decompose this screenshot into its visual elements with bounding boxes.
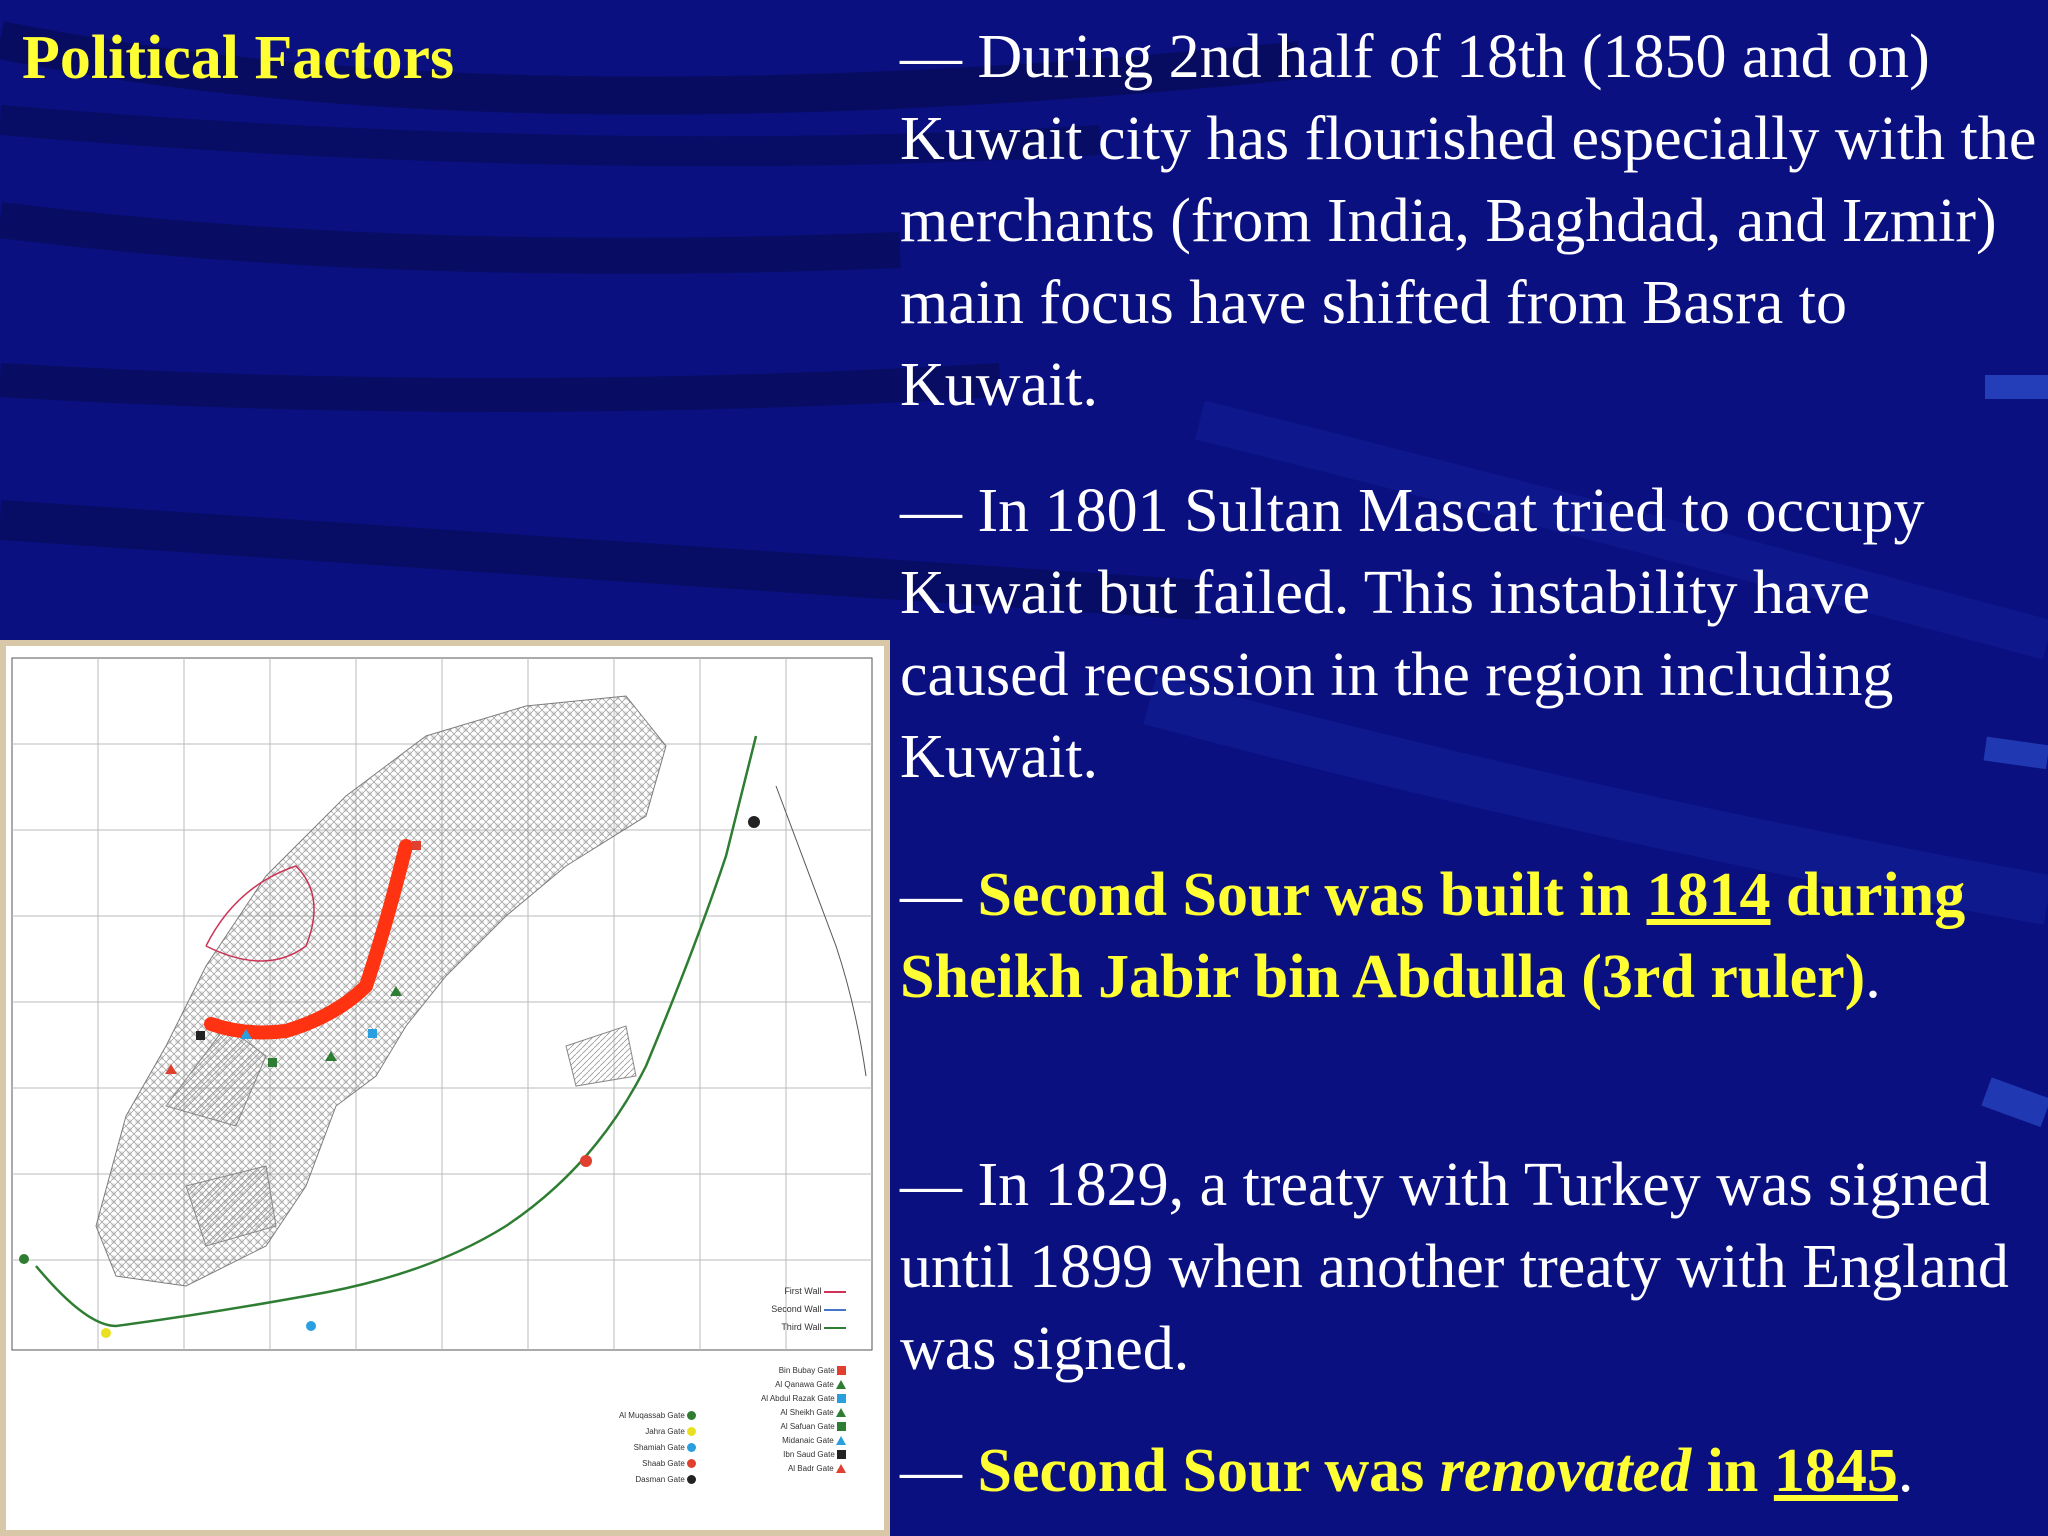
year-1814: 1814	[1646, 861, 1771, 929]
italic-renovated: renovated	[1439, 1437, 1692, 1505]
legend-gate: Al Sheikh Gate	[696, 1406, 846, 1420]
legend-gate: Al Badr Gate	[696, 1462, 846, 1476]
bold-text: Second Sour was	[977, 1437, 1440, 1505]
bold-text: Second Sour was built in	[977, 861, 1647, 929]
legend-gate: Bin Bubay Gate	[696, 1364, 846, 1378]
kuwait-city-wall-map	[0, 640, 890, 1536]
legend-third-wall: Third Wall	[726, 1318, 846, 1336]
bullet-1801-mascat: — In 1801 Sultan Mascat tried to occupy Kuwait but failed. This instability have caused recession in the region including Kuwait.	[900, 477, 1925, 791]
legend-gate: Al Safuan Gate	[696, 1420, 846, 1434]
dash: —	[900, 1437, 978, 1505]
legend-gate: Shamiah Gate	[546, 1440, 696, 1456]
gate-legend-left	[546, 1408, 696, 1488]
legend-gate: Dasman Gate	[546, 1472, 696, 1488]
slide-title: Political Factors	[22, 24, 455, 92]
legend-gate: Al Qanawa Gate	[696, 1378, 846, 1392]
legend-gate: Al Muqassab Gate	[546, 1408, 696, 1424]
legend-gate: Ibn Saud Gate	[696, 1448, 846, 1462]
bullet-1829-treaty: — In 1829, a treaty with Turkey was signed until 1899 when another treaty with England was signed.	[900, 1151, 2009, 1383]
year-1845: 1845	[1773, 1437, 1898, 1505]
bullet-1850-flourish: — During 2nd half of 18th (1850 and on) Kuwait city has flourished especially with the merchants (from India, Baghdad, and Izmir) main focus have shifted from Basra to Kuwait.	[900, 23, 2037, 419]
legend-gate: Jahra Gate	[546, 1424, 696, 1440]
bullet-second-sour-renovated	[900, 1430, 2040, 1512]
period: .	[1865, 943, 1881, 1011]
gate-legend-right	[696, 1364, 846, 1476]
legend-gate: Midanaic Gate	[696, 1434, 846, 1448]
bullet-second-sour-built	[900, 854, 2040, 1018]
dash: —	[900, 861, 978, 929]
bold-text-2: in	[1691, 1437, 1774, 1505]
bold-text-2: during Sheikh Jabir bin Abdulla (3rd ruler)	[900, 861, 1966, 1011]
legend-first-wall: First Wall	[726, 1282, 846, 1300]
legend-gate: Al Abdul Razak Gate	[696, 1392, 846, 1406]
wall-legend	[726, 1282, 846, 1336]
legend-second-wall: Second Wall	[726, 1300, 846, 1318]
period: .	[1897, 1437, 1914, 1505]
legend-gate: Shaab Gate	[546, 1456, 696, 1472]
